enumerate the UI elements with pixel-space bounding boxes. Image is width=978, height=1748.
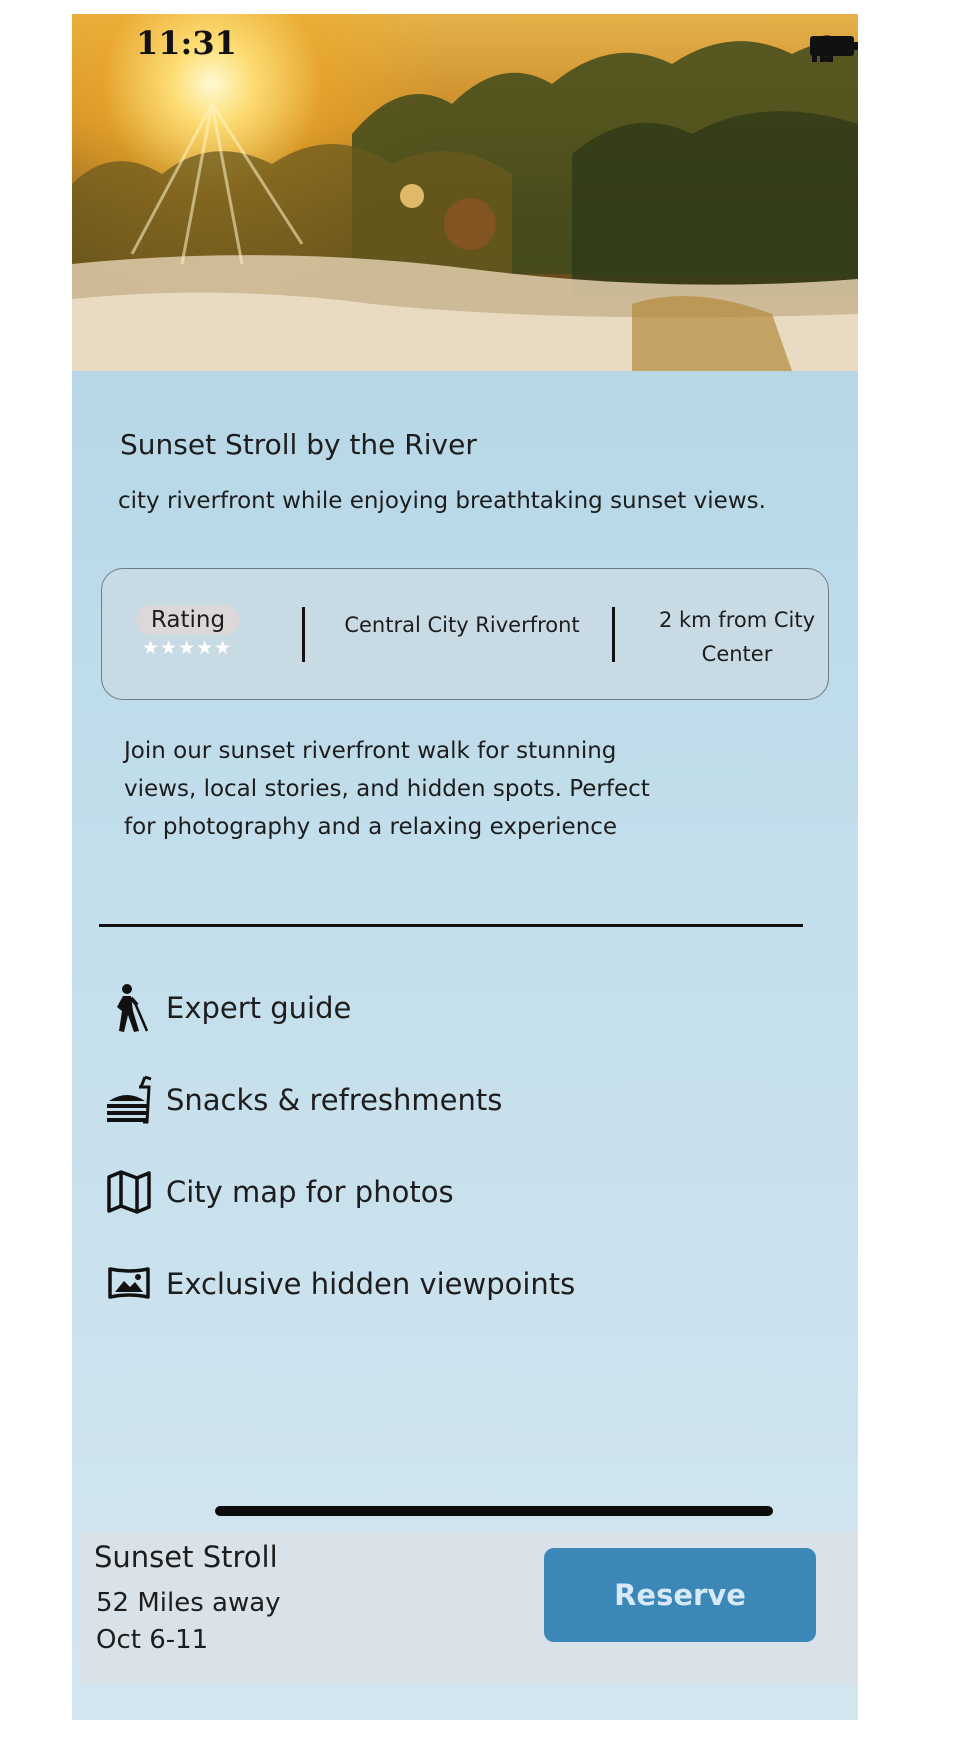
section-divider [99, 924, 803, 927]
location-text: Central City Riverfront [344, 613, 580, 637]
info-card [101, 568, 829, 700]
booking-distance: 52 Miles away [96, 1588, 281, 1618]
battery-icon [810, 34, 858, 58]
feature-label: City map for photos [166, 1175, 454, 1209]
feature-item [104, 1166, 454, 1218]
reserve-button[interactable]: Reserve [544, 1548, 816, 1642]
listing-subtitle: city riverfront while enjoying breathtaking sunset views. [118, 488, 766, 514]
rating-stars: ★★★★★ [142, 637, 233, 659]
status-time: 11:31 [136, 24, 237, 62]
landscape-icon [104, 1258, 154, 1310]
home-indicator[interactable] [215, 1506, 773, 1516]
food-drink-icon [104, 1074, 154, 1126]
feature-item [104, 982, 351, 1034]
card-divider [612, 607, 615, 662]
feature-label: Exclusive hidden viewpoints [166, 1267, 576, 1301]
booking-bar [80, 1532, 858, 1684]
feature-item [104, 1258, 575, 1310]
listing-description: Join our sunset riverfront walk for stunning views, local stories, and hidden spots. Perfect for photography and a relaxing experience [124, 738, 650, 840]
phone-screen [72, 14, 858, 1720]
rating-label: Rating [136, 605, 240, 635]
booking-title: Sunset Stroll [94, 1540, 278, 1574]
hiker-icon [104, 982, 154, 1034]
feature-label: Snacks & refreshments [166, 1083, 503, 1117]
map-icon [104, 1166, 154, 1218]
feature-item [104, 1074, 502, 1126]
hero-image [72, 14, 858, 371]
distance-text: 2 km from City Center [658, 608, 816, 666]
card-divider [302, 607, 305, 662]
listing-title: Sunset Stroll by the River [120, 428, 477, 461]
booking-dates: Oct 6-11 [96, 1625, 209, 1655]
feature-label: Expert guide [166, 991, 352, 1025]
